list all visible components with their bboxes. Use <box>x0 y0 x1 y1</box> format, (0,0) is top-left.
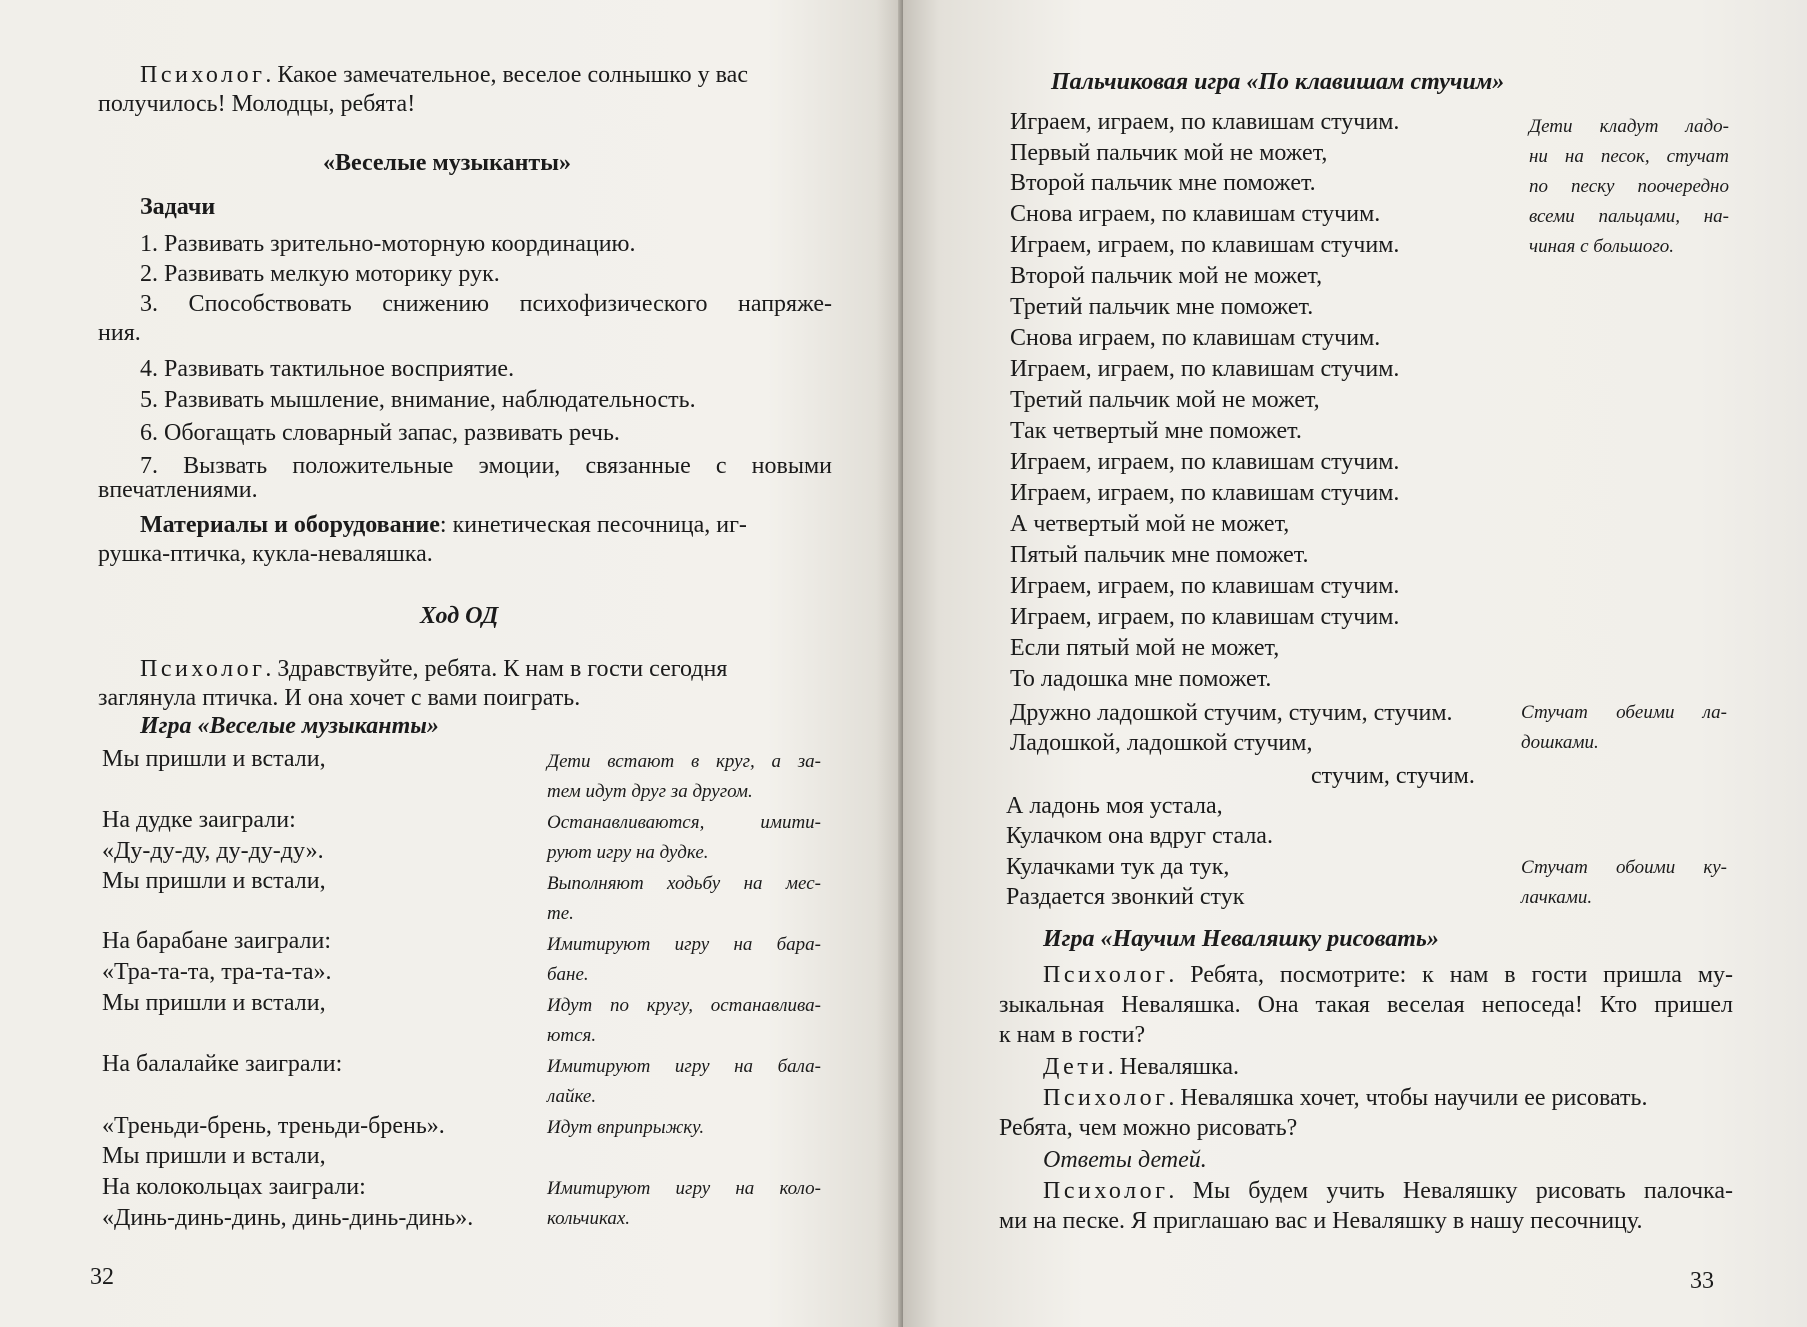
stage-note: по песку поочередно <box>1529 176 1729 197</box>
para-line: получилось! Молодцы, ребята! <box>98 91 416 117</box>
game-title: Пальчиковая игра «По клавишам стучим» <box>1051 69 1505 95</box>
verse-line: Ладошкой, ладошкой стучим, <box>1010 730 1313 756</box>
materials-text: : кинетическая песочница, иг- <box>439 512 747 538</box>
verse-line: Играем, играем, по клавишам стучим. <box>1010 356 1400 382</box>
speaker: Психолог <box>1043 962 1169 988</box>
stage-note: Имитируют игру на бара- <box>547 934 821 955</box>
para-line: зыкальная Неваляшка. Она такая веселая непоседа! Кто пришел <box>999 992 1733 1018</box>
stage-note: чиная с большого. <box>1529 236 1675 257</box>
para-line: заглянула птичка. И она хочет с вами поиграть. <box>98 685 581 711</box>
stage-note: лачками. <box>1521 887 1593 908</box>
page-right <box>903 0 1807 1327</box>
stage-note: лайке. <box>547 1086 597 1107</box>
verse-line: А четвертый мой не может, <box>1010 511 1290 537</box>
verse-line: Третий пальчик мой не может, <box>1010 387 1320 413</box>
speaker: Психолог <box>140 656 266 682</box>
stage-note: Выполняют ходьбу на мес- <box>547 873 821 894</box>
game-title: Игра «Веселые музыканты» <box>140 713 439 739</box>
verse-line: Третий пальчик мне поможет. <box>1010 294 1314 320</box>
speaker: Дети <box>1043 1054 1108 1080</box>
para-line <box>1043 1176 1733 1207</box>
stage-note: тем идут друг за другом. <box>547 781 753 802</box>
verse-line: «Тра-та-та, тра-та-та». <box>102 959 332 985</box>
stage-note: кольчиках. <box>547 1208 631 1229</box>
stage-note: ются. <box>547 1025 597 1046</box>
stage-note: Дети встают в круг, а за- <box>547 751 821 772</box>
verse-line: Мы пришли и встали, <box>102 746 326 772</box>
para-line <box>1043 1052 1239 1083</box>
stage-note: всеми пальцами, на- <box>1529 206 1729 227</box>
para-line: к нам в гости? <box>999 1022 1146 1048</box>
tasks-heading: Задачи <box>140 194 216 220</box>
para-line <box>140 654 727 685</box>
materials-label: Материалы и оборудование <box>140 512 440 538</box>
verse-line: Играем, играем, по клавишам стучим. <box>1010 449 1400 475</box>
task-item: 4. Развивать тактильное восприятие. <box>140 356 515 382</box>
stage-note: бане. <box>547 964 589 985</box>
task-item: 3. Способствовать снижению психофизического напряже- <box>140 291 832 317</box>
verse-line: Кулачком она вдруг стала. <box>1006 823 1273 849</box>
verse-line: То ладошка мне поможет. <box>1010 666 1272 692</box>
task-item: 7. Вызвать положительные эмоции, связанные с новыми <box>140 453 832 479</box>
verse-line: Дружно ладошкой стучим, стучим, стучим. <box>1010 700 1453 726</box>
verse-line: Играем, играем, по клавишам стучим. <box>1010 573 1400 599</box>
task-item: впечатлениями. <box>98 477 258 503</box>
verse-line: На дудке заиграли: <box>102 807 296 833</box>
verse-line: Так четвертый мне поможет. <box>1010 418 1302 444</box>
verse-line: Если пятый мой не может, <box>1010 635 1280 661</box>
verse-line: Мы пришли и встали, <box>102 868 326 894</box>
verse-line: На колокольцах заиграли: <box>102 1174 366 1200</box>
task-item: 5. Развивать мышление, внимание, наблюдательность. <box>140 387 696 413</box>
para-line: ми на песке. Я приглашаю вас и Неваляшку в нашу песочницу. <box>999 1208 1643 1234</box>
verse-line: «Треньди-брень, треньди-брень». <box>102 1113 445 1139</box>
text: . Неваляшка хочет, чтобы научили ее рисовать. <box>1168 1085 1648 1111</box>
task-item: 1. Развивать зрительно-моторную координацию. <box>140 231 636 257</box>
stage-note: Останавливаются, имити- <box>547 812 821 833</box>
verse-line: Играем, играем, по клавишам стучим. <box>1010 604 1400 630</box>
game-title: Игра «Научим Неваляшку рисовать» <box>1043 926 1439 952</box>
stage-note: Стучат обеими ла- <box>1521 702 1727 723</box>
para-line <box>140 60 748 91</box>
speaker: Психолог <box>1043 1085 1169 1111</box>
stage-note: Стучат обоими ку- <box>1521 857 1727 878</box>
hod-heading: Ход ОД <box>420 603 499 629</box>
task-item: ния. <box>98 320 141 346</box>
stage-note: те. <box>547 903 574 924</box>
para-line <box>1043 1083 1647 1114</box>
verse-line: На барабане заиграли: <box>102 928 332 954</box>
verse-line: Мы пришли и встали, <box>102 990 326 1016</box>
para-line: Ответы детей. <box>1043 1147 1207 1173</box>
speaker: Психолог <box>1043 1178 1169 1204</box>
materials-line2: рушка-птичка, кукла-неваляшка. <box>98 541 433 567</box>
text: . Какое замечательное, веселое солнышко у вас <box>265 62 748 88</box>
verse-line: Пятый пальчик мне поможет. <box>1010 542 1309 568</box>
verse-line: На балалайке заиграли: <box>102 1051 343 1077</box>
page-number: 33 <box>1690 1268 1714 1294</box>
text: . Неваляшка. <box>1107 1054 1239 1080</box>
verse-line: Первый пальчик мой не может, <box>1010 140 1328 166</box>
verse-line: стучим, стучим. <box>1311 763 1475 789</box>
para-line: Ребята, чем можно рисовать? <box>999 1115 1298 1141</box>
verse-line: Раздается звонкий стук <box>1006 884 1245 910</box>
stage-note: Идут по кругу, останавлива- <box>547 995 821 1016</box>
stage-note: Идут вприпрыжку. <box>547 1117 705 1138</box>
text: . Здравствуйте, ребята. К нам в гости сегодня <box>265 656 728 682</box>
stage-note: Имитируют игру на коло- <box>547 1178 821 1199</box>
task-item: 2. Развивать мелкую моторику рук. <box>140 261 500 287</box>
stage-note: ни на песок, стучат <box>1529 146 1729 167</box>
verse-line: А ладонь моя устала, <box>1006 793 1223 819</box>
verse-line: Играем, играем, по клавишам стучим. <box>1010 109 1400 135</box>
verse-line: Кулачками тук да тук, <box>1006 854 1230 880</box>
stage-note: дошками. <box>1521 732 1599 753</box>
verse-line: Снова играем, по клавишам стучим. <box>1010 201 1381 227</box>
verse-line: «Ду-ду-ду, ду-ду-ду». <box>102 838 324 864</box>
materials-line <box>140 510 832 541</box>
verse-line: Второй пальчик мне поможет. <box>1010 170 1316 196</box>
verse-line: Второй пальчик мой не может, <box>1010 263 1323 289</box>
verse-line: Снова играем, по клавишам стучим. <box>1010 325 1381 351</box>
speaker: Психолог <box>140 62 266 88</box>
section-title: «Веселые музыканты» <box>323 150 571 176</box>
stage-note: руют игру на дудке. <box>547 842 709 863</box>
task-item: 6. Обогащать словарный запас, развивать речь. <box>140 420 620 446</box>
verse-line: Играем, играем, по клавишам стучим. <box>1010 480 1400 506</box>
verse-line: Играем, играем, по клавишам стучим. <box>1010 232 1400 258</box>
page-left <box>0 0 903 1327</box>
stage-note: Дети кладут ладо- <box>1529 116 1729 137</box>
text: . Ребята, посмотрите: к нам в гости пришла му- <box>1168 962 1733 988</box>
para-line <box>1043 960 1733 991</box>
verse-line: «Динь-динь-динь, динь-динь-динь». <box>102 1205 474 1231</box>
page-number: 32 <box>90 1264 114 1290</box>
verse-line: Мы пришли и встали, <box>102 1143 326 1169</box>
text: . Мы будем учить Неваляшку рисовать палочка- <box>1168 1178 1733 1204</box>
stage-note: Имитируют игру на бала- <box>547 1056 821 1077</box>
